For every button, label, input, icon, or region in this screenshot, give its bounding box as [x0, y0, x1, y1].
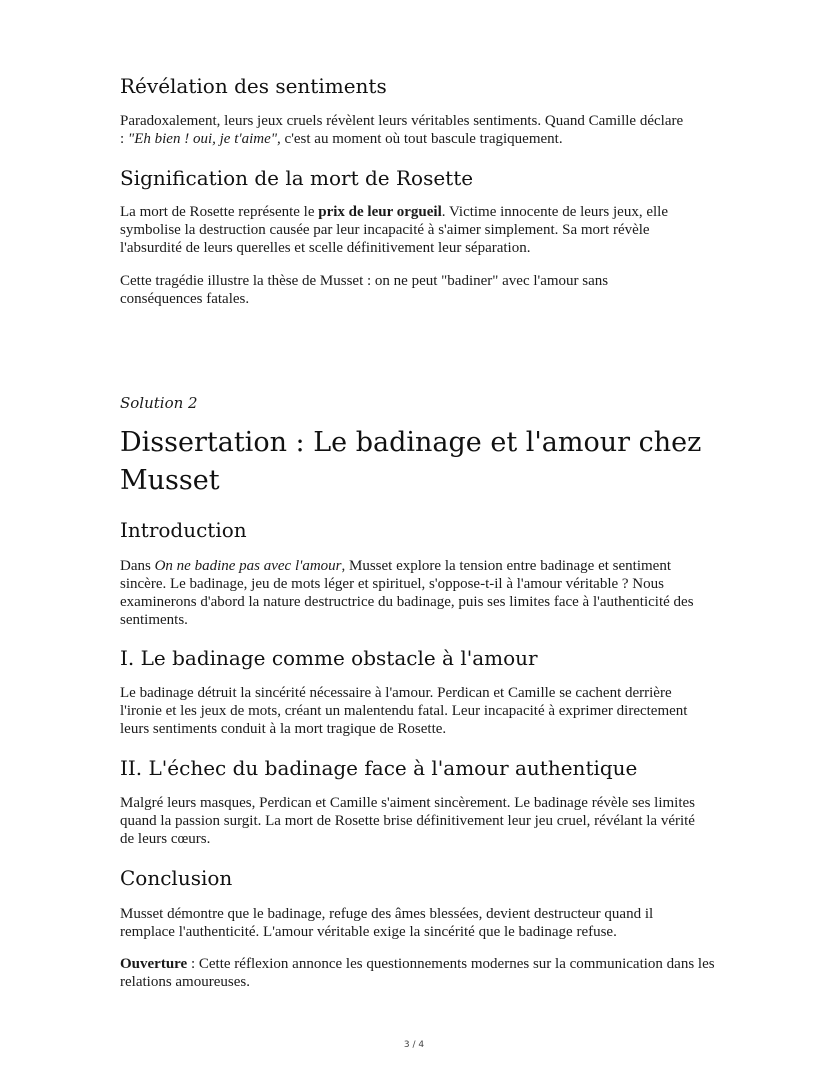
heading-introduction: Introduction [120, 518, 247, 542]
text-run: : Cette réflexion annonce les questionnements modernes sur la communication dans les relations amoureuses. [120, 956, 715, 990]
text-run: La mort de Rosette représente le [120, 204, 319, 220]
paragraph-part-1: Le badinage détruit la sincérité nécessaire à l'amour. Perdican et Camille se cachent derrière l'ironie et les jeux de mots, créant un malentendu fatal. Leur incapacité à exprimer directement leurs sentiments conduit à la mort tragique de Rosette. [120, 685, 688, 737]
section-heading-mort-rosette: Signification de la mort de Rosette [120, 166, 474, 190]
paragraph-introduction [120, 557, 715, 629]
bold-text: prix de leur orgueil [318, 204, 442, 220]
paragraph-conclusion: Musset démontre que le badinage, refuge des âmes blessées, devient destructeur quand il remplace l'authenticité. L'amour véritable exige la sincérité que le badinage refuse. [120, 906, 654, 940]
paragraph-revelation [120, 112, 690, 148]
heading-part-2: II. L'échec du badinage face à l'amour authentique [120, 756, 638, 780]
text-run: Paradoxalement, leurs jeux cruels révèlent leurs véritables sentiments. Quand Camille déclare : [120, 113, 684, 147]
paragraph-mort-rosette [120, 203, 710, 257]
bold-text: Ouverture [120, 956, 188, 972]
text-run: Dans [120, 558, 155, 574]
page-number: 3 / 4 [403, 1040, 425, 1050]
paragraph-these-musset: Cette tragédie illustre la thèse de Musset : on ne peut "badiner" avec l'amour sans conséquences fatales. [120, 273, 609, 307]
work-title: On ne badine pas avec l'amour [154, 558, 342, 574]
quote-text: "Eh bien ! oui, je t'aime" [127, 131, 278, 147]
solution-label: Solution 2 [120, 394, 198, 412]
heading-conclusion: Conclusion [120, 866, 233, 890]
text-run: , Musset explore la tension entre badinage et sentiment sincère. Le badinage, jeu de mots léger et spirituel, s'oppose-t-il à l'amour véritable ? Nous examinerons d'abord la nature destructrice du badinage, puis ses limites face à l'authenticité des sentiments. [120, 558, 694, 628]
document-title: Dissertation : Le badinage et l'amour chez Musset [120, 427, 702, 496]
section-heading-revelation: Révélation des sentiments [120, 74, 387, 98]
paragraph-part-2: Malgré leurs masques, Perdican et Camille s'aiment sincèrement. Le badinage révèle ses limites quand la passion surgit. La mort de Rosette brise définitivement leur jeu cruel, révélant la vérité de leurs cœurs. [120, 795, 696, 847]
paragraph-ouverture [120, 955, 715, 991]
text-run: . Victime innocente de leurs jeux, elle symbolise la destruction causée par leur incapacité à s'aimer simplement. Sa mort révèle l'absurdité de leurs querelles et scelle définitivement leur séparation. [120, 204, 668, 256]
text-run: , c'est au moment où tout bascule tragiquement. [277, 131, 563, 147]
heading-part-1: I. Le badinage comme obstacle à l'amour [120, 646, 538, 670]
